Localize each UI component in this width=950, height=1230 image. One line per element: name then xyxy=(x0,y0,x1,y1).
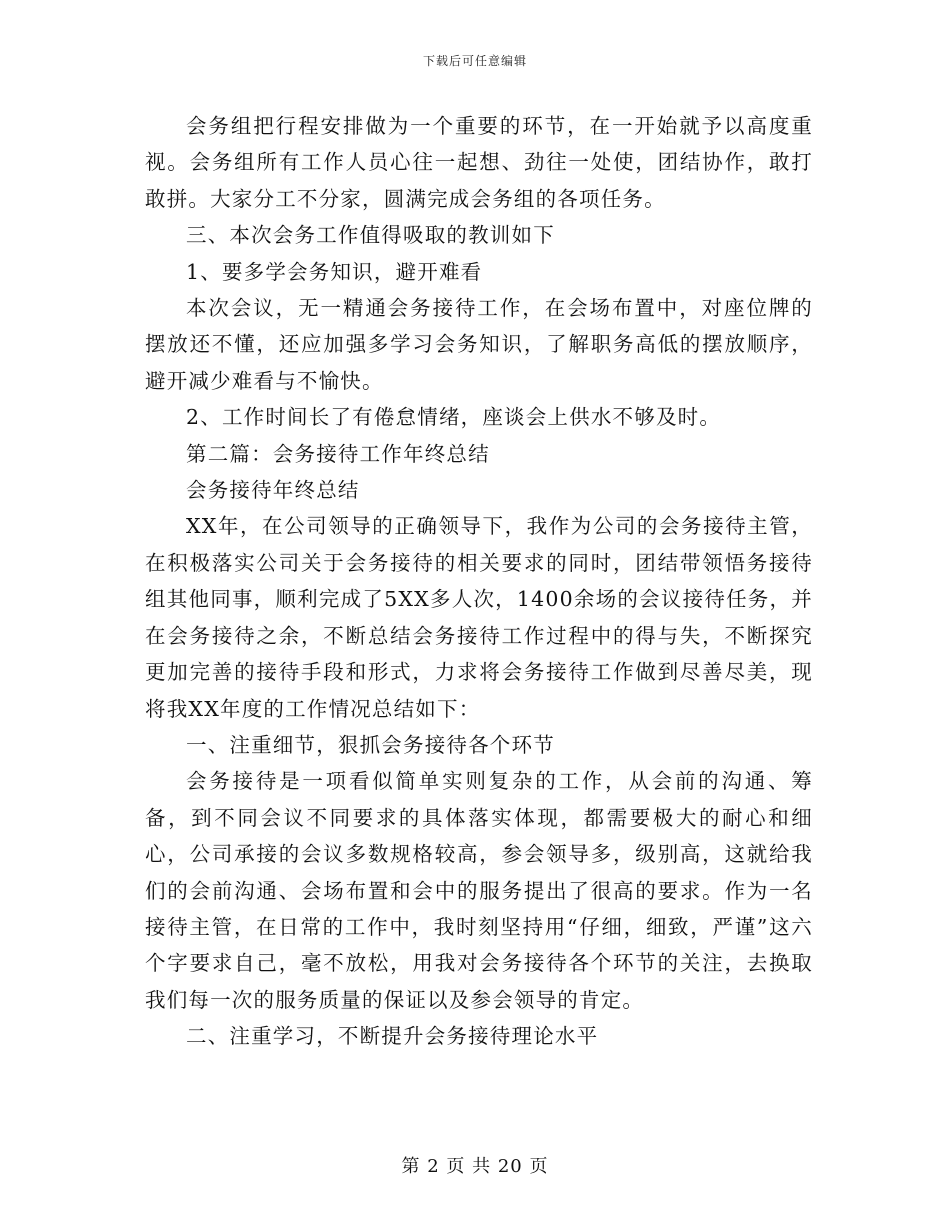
chapter-title: 第二篇：会务接待工作年终总结 xyxy=(186,441,490,466)
section-heading: 二、注重学习，不断提升会务接待理论水平 xyxy=(186,1024,599,1049)
section-heading: 三、本次会务工作值得吸取的教训如下 xyxy=(186,223,555,248)
page-number: 第 2 页 共 20 页 xyxy=(401,1156,549,1177)
page-header: 下载后可任意编辑 xyxy=(422,54,527,68)
document-body xyxy=(145,108,813,1055)
paragraph: XX年，在公司领导的正确领导下，我作为公司的会务接待主管，在积极落实公司关于会务接待的相关要求的同时，团结带领悟务接待组其他同事，顺利完成了5XX多人次，1400余场的会议接待任务，并在会务接待之余，不断总结会务接待工作过程中的得与失，不断探究更加完善的接待手段和形式，力求将会务接待工作做到尽善尽美，现将我XX年度的工作情况总结如下： xyxy=(145,514,813,721)
paragraph: 会务接待是一项看似简单实则复杂的工作，从会前的沟通、筹备，到不同会议不同要求的具体落实体现，都需要极大的耐心和细心，公司承接的会议多数规格较高，参会领导多，级别高，这就给我们的会前沟通、会场布置和会中的服务提出了很高的要求。作为一名接待主管，在日常的工作中，我时刻坚持用“仔细，细致，严谨”这六个字要求自己，毫不放松，用我对会务接待各个环节的关注，去换取我们每一次的服务质量的保证以及参会领导的肯定。 xyxy=(145,769,813,1012)
paragraph: 本次会议，无一精通会务接待工作，在会场布置中，对座位牌的摆放还不懂，还应加强多学习会务知识，了解职务高低的摆放顺序，避开减少难看与不愉快。 xyxy=(145,296,813,393)
paragraph: 会务组把行程安排做为一个重要的环节，在一开始就予以高度重视。会务组所有工作人员心往一起想、劲往一处使，团结协作，敢打敢拼。大家分工不分家，圆满完成会务组的各项任务。 xyxy=(145,114,813,211)
subsection-heading: 1、要多学会务知识，避开难看 xyxy=(186,259,483,284)
section-heading: 一、注重细节，狠抓会务接待各个环节 xyxy=(186,732,555,757)
document-title: 会务接待年终总结 xyxy=(186,478,360,503)
subsection-heading: 2、工作时间长了有倦怠情绪，座谈会上供水不够及时。 xyxy=(186,405,722,430)
